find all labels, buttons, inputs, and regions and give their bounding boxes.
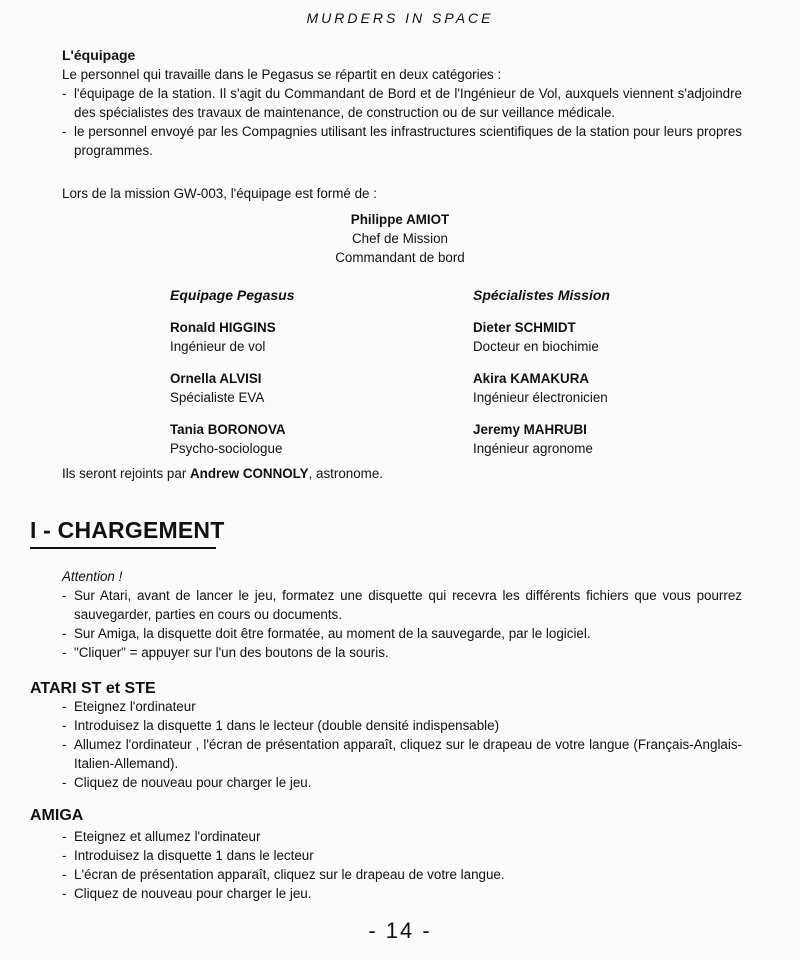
amiga-step-4: Cliquez de nouveau pour charger le jeu. [74, 886, 312, 901]
dash-bullet: - [62, 645, 67, 660]
atari-steps [62, 697, 742, 792]
crew-item-1: l'équipage de la station. Il s'agit du Commandant de Bord et de l'Ingénieur de Vol, auxquels viennent s'adjoindre des spécialistes des travaux de maintenance, de construction ou de sur veillance médicale. [74, 86, 742, 120]
member-name: Tania BORONOVA [170, 422, 286, 437]
dash-bullet: - [62, 124, 67, 139]
attention-label: Attention ! [62, 569, 123, 584]
member-name: Dieter SCHMIDT [473, 320, 576, 335]
amiga-step-3: L'écran de présentation apparaît, cliquez sur le drapeau de votre langue. [74, 867, 505, 882]
list-item [62, 643, 742, 662]
amiga-step-2: Introduisez la disquette 1 dans le lecteur [74, 848, 314, 863]
crew-column-specialists [473, 286, 610, 458]
atari-step-1: Eteignez l'ordinateur [74, 699, 196, 714]
dash-bullet: - [62, 718, 67, 733]
section-underline [30, 547, 216, 549]
chief-name: Philippe AMIOT [350, 212, 450, 227]
atari-step-4: Cliquez de nouveau pour charger le jeu. [74, 775, 312, 790]
section-title-amiga: AMIGA [30, 807, 84, 824]
chief-block [0, 210, 800, 267]
dash-bullet: - [62, 699, 67, 714]
column-title: Spécialistes Mission [473, 287, 610, 303]
section-title-atari: ATARI ST et STE [30, 680, 156, 697]
mission-intro: Lors de la mission GW-003, l'équipage est formé de : [62, 186, 377, 201]
list-item [62, 865, 742, 884]
member-name: Akira KAMAKURA [473, 371, 590, 386]
member-role: Spécialiste EVA [170, 390, 265, 405]
list-item [62, 773, 742, 792]
member-role: Ingénieur de vol [170, 339, 266, 354]
dash-bullet: - [62, 86, 67, 101]
crew-section [62, 46, 742, 160]
list-item [62, 122, 742, 160]
dash-bullet: - [62, 886, 67, 901]
column-title: Equipage Pegasus [170, 287, 295, 303]
member-role: Docteur en biochimie [473, 339, 599, 354]
dash-bullet: - [62, 829, 67, 844]
joined-name: Andrew CONNOLY [190, 466, 309, 481]
crew-heading: L'équipage [62, 47, 136, 63]
member-role: Psycho-sociologue [170, 441, 283, 456]
list-item [62, 84, 742, 122]
member-role: Ingénieur électronicien [473, 390, 608, 405]
loading-item-1: Sur Atari, avant de lancer le jeu, formatez une disquette qui recevra les différents fichiers que vous pourrez sauvegarder, parties en cours ou documents. [74, 588, 742, 622]
list-item [62, 697, 742, 716]
dash-bullet: - [62, 588, 67, 603]
atari-step-3: Allumez l'ordinateur , l'écran de présentation apparaît, cliquez sur le drapeau de votre langue (Français-Anglais-Italien-Allemand). [74, 737, 742, 771]
loading-notes [62, 567, 742, 662]
dash-bullet: - [62, 867, 67, 882]
member-name: Jeremy MAHRUBI [473, 422, 587, 437]
list-item [62, 884, 742, 903]
crew-item-2: le personnel envoyé par les Compagnies utilisant les infrastructures scientifiques de la station pour leurs propres programmes. [74, 124, 742, 158]
member-name: Ronald HIGGINS [170, 320, 276, 335]
running-header: MURDERS IN SPACE [306, 10, 494, 26]
dash-bullet: - [62, 626, 67, 641]
dash-bullet: - [62, 775, 67, 790]
loading-item-3: "Cliquer" = appuyer sur l'un des boutons de la souris. [74, 645, 389, 660]
loading-item-2: Sur Amiga, la disquette doit être formatée, au moment de la sauvegarde, par le logiciel. [74, 626, 591, 641]
member-name: Ornella ALVISI [170, 371, 262, 386]
dash-bullet: - [62, 848, 67, 863]
chief-role-2: Commandant de bord [335, 250, 465, 265]
joined-suffix: , astronome. [308, 466, 383, 481]
crew-intro: Le personnel qui travaille dans le Pegasus se répartit en deux catégories : [62, 67, 502, 82]
list-item [62, 586, 742, 624]
atari-step-2: Introduisez la disquette 1 dans le lecteur (double densité indispensable) [74, 718, 500, 733]
list-item [62, 846, 742, 865]
list-item [62, 624, 742, 643]
chief-role-1: Chef de Mission [351, 231, 448, 246]
list-item [62, 827, 742, 846]
dash-bullet: - [62, 737, 67, 752]
amiga-steps [62, 827, 742, 903]
amiga-step-1: Eteignez et allumez l'ordinateur [74, 829, 261, 844]
section-title-chargement: I - CHARGEMENT [30, 517, 225, 543]
member-role: Ingénieur agronome [473, 441, 593, 456]
joined-line [62, 464, 742, 483]
page-number: - 14 - [368, 918, 432, 943]
crew-column-pegasus [170, 286, 294, 458]
list-item [62, 735, 742, 773]
list-item [62, 716, 742, 735]
joined-prefix: Ils seront rejoints par [62, 466, 191, 481]
